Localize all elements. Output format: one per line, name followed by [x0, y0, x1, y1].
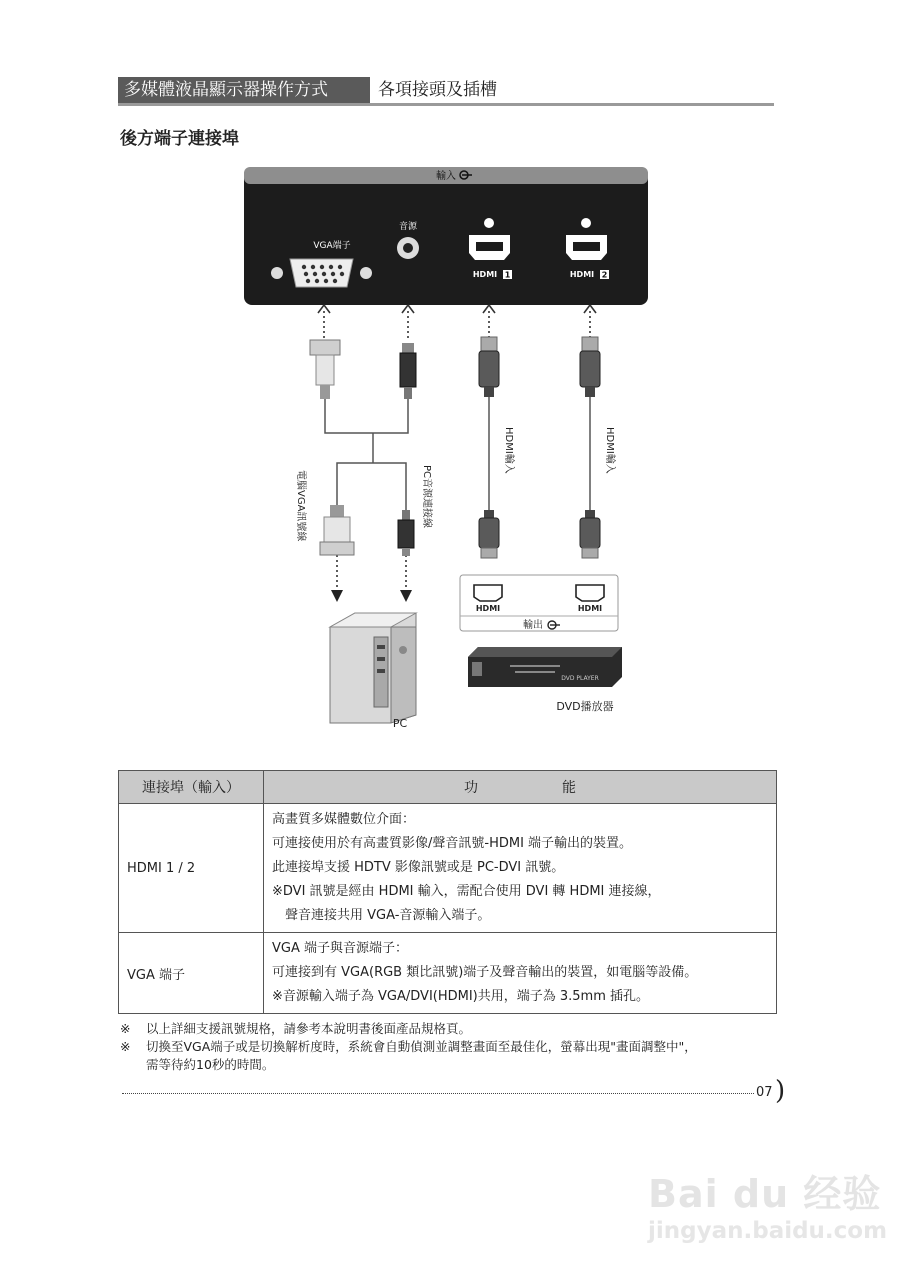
down-arrows [331, 590, 412, 602]
port-name-cell: VGA 端子 [119, 933, 264, 1014]
hdmi-input-cable-label-2: HDMI輸入 [604, 427, 615, 474]
audio-plug-bottom-icon [398, 510, 414, 556]
function-line: ※DVI 訊號是經由 HDMI 輸入，需配合使用 DVI 轉 HDMI 連接線， [272, 884, 661, 899]
dvd-output-label: 輸出 [523, 620, 543, 631]
footnote-text: 需等待約10秒的時間。 [146, 1057, 275, 1072]
footnote-mark [120, 1056, 146, 1074]
section-title: 後方端子連接埠 [120, 129, 239, 149]
footnote [120, 1056, 697, 1074]
page-topic: 各項接頭及插槽 [378, 80, 497, 100]
dvd-hdmi-out-1-label: HDMI [475, 604, 501, 613]
page-number: 07 [756, 1085, 773, 1100]
pc-vga-cable-label: 電腦VGA訊號線 [295, 470, 306, 542]
table-row [119, 933, 777, 1014]
function-line: 高畫質多媒體數位介面： [272, 812, 416, 827]
vga-connector-top-icon [310, 340, 340, 399]
page-number-bracket: ) [775, 1076, 786, 1106]
table-row [119, 804, 777, 933]
hdmi-plug-top-1-icon [479, 337, 499, 397]
pc-audio-cable-label: PC音源連接線 [421, 465, 432, 529]
footnote [120, 1038, 697, 1056]
pc-label: PC [392, 717, 408, 730]
footnote-mark: ※ [120, 1039, 131, 1054]
function-line: 聲音連接共用 VGA-音源輸入端子。 [272, 908, 491, 923]
dotted-lead-lines [324, 311, 590, 590]
function-line: ※音源輸入端子為 VGA/DVI(HDMI)共用，端子為 3.5mm 插孔。 [272, 989, 650, 1004]
hdmi2-number: 2 [601, 270, 608, 280]
footnote-text: 切換至VGA端子或是切換解析度時，系統會自動偵測並調整畫面至最佳化，螢幕出現"畫面調整中"， [146, 1039, 697, 1054]
function-cell [264, 933, 777, 1014]
function-line: 可連接使用於有高畫質影像/聲音訊號-HDMI 端子輸出的裝置。 [272, 836, 633, 851]
dvd-hdmi-out-2-label: HDMI [577, 604, 603, 613]
dvd-player-icon [468, 647, 622, 687]
hdmi1-port-label: HDMI [472, 270, 498, 279]
port-function-table [118, 770, 777, 1014]
watermark-logo: Bai du 经验 [648, 1172, 882, 1216]
col-header-function: 功 能 [264, 771, 777, 804]
dvd-device-label: DVD播放器 [556, 700, 614, 713]
footnote [120, 1020, 697, 1038]
dvd-front-text: DVD PLAYER [561, 675, 599, 682]
connection-diagram [240, 165, 652, 730]
audio-jack-icon [397, 237, 419, 259]
hdmi-plug-bottom-1-icon [479, 510, 499, 558]
footnote-text: 以上詳細支援訊號規格，請參考本說明書後面產品規格頁。 [146, 1021, 472, 1036]
footnote-mark: ※ [120, 1021, 131, 1036]
footnotes [120, 1020, 697, 1074]
cable-lines [325, 397, 590, 510]
audio-port-label: 音源 [398, 222, 418, 232]
hdmi-input-cable-label-1: HDMI輸入 [503, 427, 514, 474]
table-header-row [119, 771, 777, 804]
function-cell [264, 804, 777, 933]
dvd-hdmi-out-1-icon [474, 585, 502, 601]
input-arrows [318, 305, 596, 313]
pc-tower-icon [330, 613, 416, 723]
audio-plug-top-icon [400, 343, 416, 399]
hdmi1-number: 1 [504, 270, 511, 280]
vga-connector-bottom-icon [320, 505, 354, 555]
header-rule [118, 103, 774, 106]
function-line: 可連接到有 VGA(RGB 類比訊號)端子及聲音輸出的裝置，如電腦等設備。 [272, 965, 698, 980]
vga-port-label: VGA端子 [313, 241, 351, 251]
chapter-title: 多媒體液晶顯示器操作方式 [118, 77, 370, 104]
footer-dotted-rule [122, 1093, 754, 1094]
hdmi-plug-bottom-2-icon [580, 510, 600, 558]
function-line: VGA 端子與音源端子： [272, 941, 408, 956]
panel-input-label: 輸入 [436, 171, 456, 182]
dvd-hdmi-out-2-icon [576, 585, 604, 601]
hdmi-plug-top-2-icon [580, 337, 600, 397]
port-name-cell: HDMI 1 / 2 [119, 804, 264, 933]
watermark-url: jingyan.baidu.com [648, 1218, 888, 1244]
function-line: 此連接埠支援 HDTV 影像訊號或是 PC-DVI 訊號。 [272, 860, 565, 875]
hdmi2-port-label: HDMI [569, 270, 595, 279]
col-header-port: 連接埠（輸入） [119, 771, 264, 804]
